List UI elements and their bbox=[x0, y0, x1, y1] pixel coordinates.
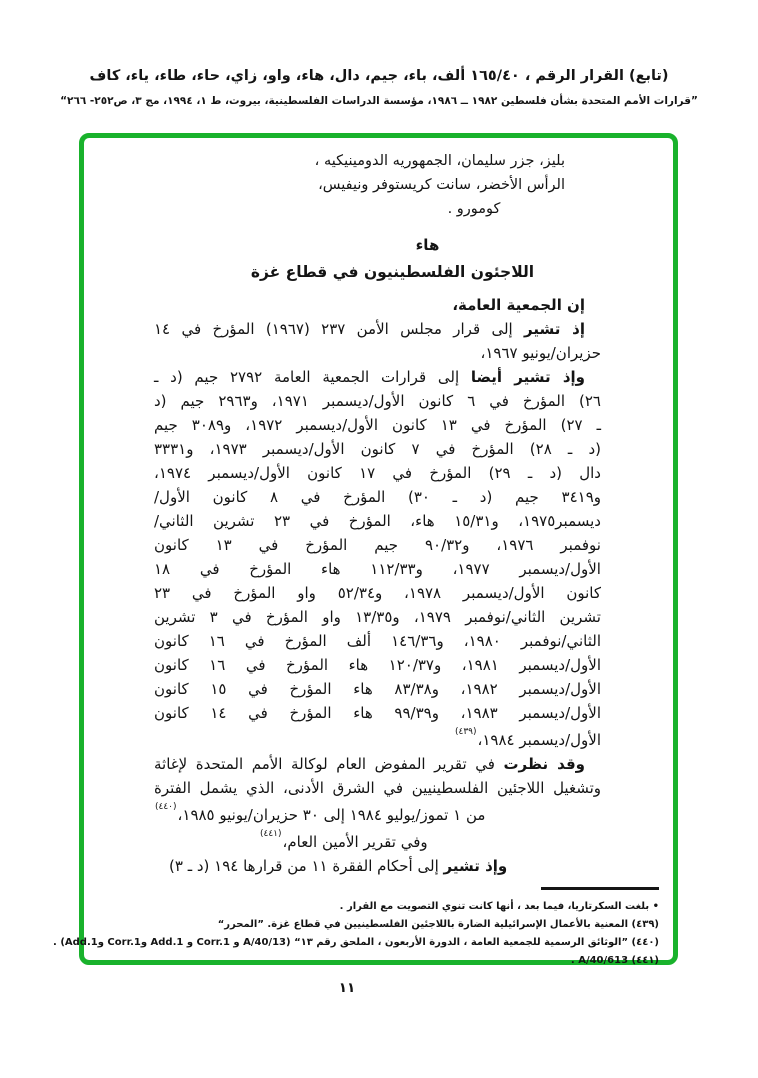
paragraph-text: إلى أحكام الفقرة ١١ من قرارها ١٩٤ (د ـ ٣) bbox=[169, 857, 444, 875]
footnote-line: (٤٤١) A/40/613 . bbox=[570, 955, 659, 966]
paragraph-text: الأول/ديسمبر ١٩٨٤، bbox=[477, 731, 601, 749]
paragraph-text: وفي تقرير الأمين العام، bbox=[282, 833, 428, 851]
paragraph-line bbox=[154, 752, 601, 776]
paragraph-line: الأول/ديسمبر ١٩٧٧، و١١٢/٣٣ هاء المؤرخ في ١٨ bbox=[154, 560, 601, 578]
paragraph-line: نوفمبر ١٩٧٦، و٩٠/٣٢ جيم المؤرخ في ١٣ كانون bbox=[154, 536, 601, 554]
footnote-ref-440: (٤٤٠) bbox=[155, 802, 177, 812]
paragraph-lead: وإذ تشير أيضا bbox=[470, 368, 585, 386]
resolution-border-box bbox=[53, 133, 678, 966]
resolution-content bbox=[53, 149, 659, 966]
paragraph-line: دال (د ـ ٢٩) المؤرخ في ١٧ كانون الأول/ديسمبر ١٩٧٤، bbox=[154, 464, 601, 482]
paragraph-line bbox=[154, 827, 601, 854]
country-list-line: الرأس الأخضر، سانت كريستوفر ونيفيس، bbox=[318, 177, 565, 193]
footnote-separator bbox=[541, 887, 659, 890]
paragraph-line bbox=[154, 365, 601, 389]
paragraph-text: إلى قرارات الجمعية العامة ٢٧٩٢ جيم (د ـ bbox=[154, 368, 471, 386]
footnote-ref-441: (٤٤١) bbox=[260, 829, 282, 839]
paragraph-text: في تقرير المفوض العام لوكالة الأمم المتحدة لإغاثة bbox=[154, 755, 504, 773]
paragraph-line: (د ـ ٢٨) المؤرخ في ٧ كانون الأول/ديسمبر ١٩٧٣، و٣٣٣١ bbox=[154, 440, 602, 458]
paragraph-line: الأول/ديسمبر ١٩٨٢، و٨٣/٣٨ هاء المؤرخ في ١٥ كانون bbox=[154, 680, 601, 698]
paragraph-line: وتشغيل اللاجئين الفلسطينيين في الشرق الأدنى، الذي يشمل الفترة bbox=[154, 779, 601, 797]
footnote-line: (٤٣٩) المعنية بالأعمال الإسرائيلية الضارة باللاجئين الفلسطينيين في قطاع غزة. ”المحرر“ bbox=[217, 919, 659, 930]
paragraph-line bbox=[154, 317, 601, 341]
footnote-line: (٤٤٠) ”الوثائق الرسمية للجمعية العامة ، الدورة الأربعون ، الملحق رقم ١٣“ (A/40/13 و Corr.1 و Add.1 وCorr.1 وAdd.1) . bbox=[53, 937, 659, 948]
footnote-line: • بلغت السكرتاريا، فيما بعد ، أنها كانت تنوي التصويت مع القرار . bbox=[339, 901, 659, 912]
footnotes-section bbox=[53, 887, 659, 970]
paragraph-line: ـ ٢٧) المؤرخ في ١٣ كانون الأول/ديسمبر ١٩٧٢، و٣٠٨٩ جيم bbox=[154, 416, 601, 434]
paragraph-lead: إذ تشير bbox=[524, 320, 586, 338]
paragraph-line bbox=[154, 725, 601, 752]
paragraph-line: الأول/ديسمبر ١٩٨٣، و٩٩/٣٩ هاء المؤرخ في ١٤ كانون bbox=[154, 704, 601, 722]
opening-lead: إن الجمعية العامة، bbox=[452, 296, 585, 314]
paragraph-line: تشرين الثاني/نوفمبر ١٩٧٩، و١٣/٣٥ واو المؤرخ في ٣ تشرين bbox=[154, 608, 601, 626]
paragraph-text: إلى قرار مجلس الأمن ٢٣٧ (١٩٦٧) المؤرخ في ١٤ bbox=[154, 320, 525, 338]
page-header bbox=[0, 66, 758, 109]
footnote-ref-439: (٤٣٩) bbox=[454, 727, 477, 737]
paragraph-lead: وإذ تشير bbox=[443, 857, 508, 875]
paragraph-line bbox=[154, 800, 601, 827]
country-list-line: كومورو . bbox=[447, 201, 501, 217]
paragraph-line: و٣٤١٩ جيم (د ـ ٣٠) المؤرخ في ٨ كانون الأول/ bbox=[154, 488, 602, 506]
paragraph-line: حزيران/يونيو ١٩٦٧، bbox=[480, 344, 601, 362]
paragraph-line: ٢٦) المؤرخ في ٦ كانون الأول/ديسمبر ١٩٧١، و٢٩٦٣ جيم (د bbox=[154, 392, 601, 410]
paragraph-text: من ١ تموز/يوليو ١٩٨٤ إلى ٣٠ حزيران/يونيو ١٩٨٥، bbox=[177, 806, 486, 824]
page-number: ١١ bbox=[338, 980, 356, 996]
paragraph-line: كانون الأول/ديسمبر ١٩٧٨، و٥٢/٣٤ واو المؤرخ في ٢٣ bbox=[154, 584, 601, 602]
paragraph-lead: وقد نظرت bbox=[503, 755, 585, 773]
paragraph-line: الأول/ديسمبر ١٩٨١، و١٢٠/٣٧ هاء المؤرخ في ١٦ كانون bbox=[154, 656, 601, 674]
opening-line bbox=[154, 293, 601, 317]
section-title: اللاجئون الفلسطينيون في قطاع غزة bbox=[250, 263, 535, 281]
paragraph-line: ديسمبر١٩٧٥، و١٥/٣١ هاء، المؤرخ في ٢٣ تشرين الثاني/ bbox=[154, 512, 601, 530]
section-letter: هاء bbox=[415, 236, 440, 254]
paragraph-line: الثاني/نوفمبر ١٩٨٠، و١٤٦/٣٦ ألف المؤرخ في ١٦ كانون bbox=[154, 632, 602, 650]
header-citation-line: ”قرارات الأمم المتحدة بشأن فلسطين ١٩٨٢ ــ ١٩٨٦، مؤسسة الدراسات الفلسطينية، بيروت، ط ١، ١٩٩٤، مج ٣، ص٢٥٢- ٢٦٦“ bbox=[60, 95, 698, 107]
paragraph-line bbox=[154, 854, 601, 878]
header-resolution-line: (تابع) القرار الرقم ، ١٦٥/٤٠ ألف، باء، جيم، دال، هاء، واو، زاي، حاء، طاء، ياء، كاف bbox=[89, 68, 669, 84]
country-list-line: بليز، جزر سليمان، الجمهوريه الدومينيكيه ، bbox=[314, 153, 565, 169]
country-list bbox=[314, 149, 565, 221]
